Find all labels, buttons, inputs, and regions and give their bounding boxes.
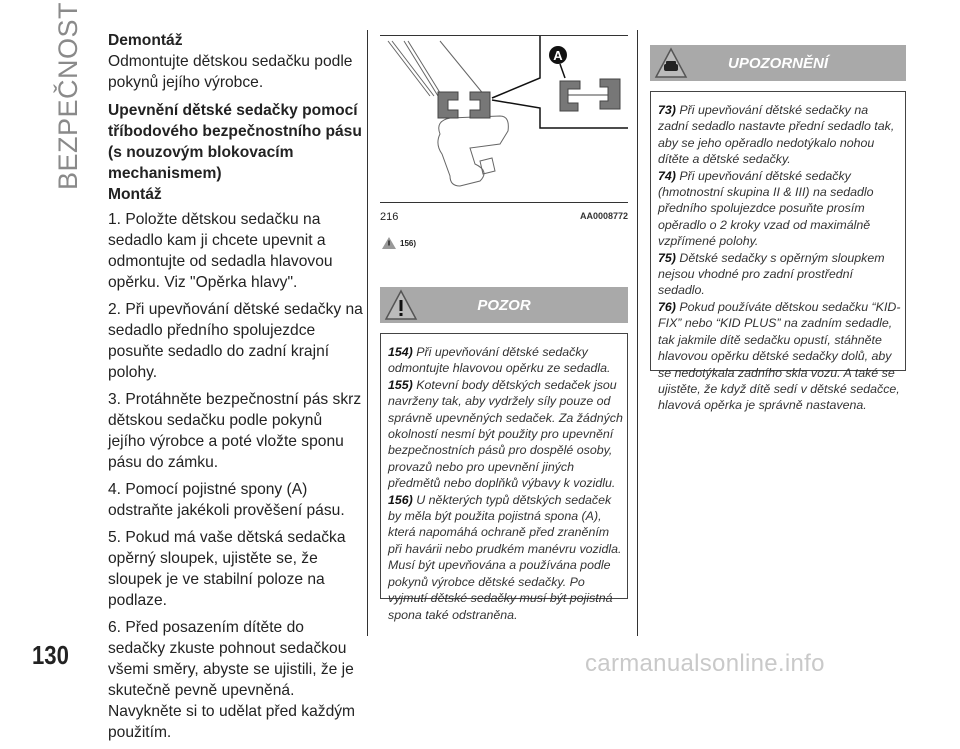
note: 154) Při upevňování dětské sedačky odmontujte hlavovou opěrku ze sedadla. (388, 345, 611, 376)
heading-montaz: Montáž (108, 186, 162, 203)
column-divider (367, 30, 368, 636)
note: 76) Pokud používáte dětskou sedačku “KID-FIX” nebo “KID PLUS” na zadním sedadle, tak jakmile dítě sedačku opustí, stáhněte hlavovou opěrku dětské sedačky dolů, aby se nedotýkala zadního skla vozu. A také se ujistěte, že když dítě sedí v dětské sedačce, hlavová opěrka je správně nastavena. (658, 299, 901, 413)
note: 75) Dětské sedačky s opěrným sloupkem nejsou vhodné pro zadní prostřední sedadlo. (658, 250, 885, 298)
left-column (108, 30, 363, 749)
column-divider (637, 30, 638, 636)
car-caution-icon (654, 47, 688, 79)
note: 74) Při upevňování dětské sedačky (hmotnostní skupina II & III) na sedadlo předního spolujezdce posuňte prosím opěradlo o 2 kroky vzad od maximálně vzpřímené polohy. (658, 168, 874, 249)
note: 155) Kotevní body dětských sedaček jsou navrženy tak, aby vydržely síly pouze od správně upevněných sedaček. Za žádných okolností nesmí být použity pro upevnění bezpečnostních pásů pro dospělé osoby, provazů nebo pro upevnění jiných předmětů nebo doplňků výbavy k vozidlu. (388, 377, 623, 491)
paragraph: Odmontujte dětskou sedačku podle pokynů jejího výrobce. (108, 53, 353, 91)
figure-code: AA0008772 (579, 211, 628, 221)
warning-triangle-icon (382, 237, 396, 249)
step: 5. Pokud má vaše dětská sedačka opěrný sloupek, ujistěte se, že sloupek je ve stabilní poloze na podlaze. (108, 529, 346, 609)
heading-demontaz: Demontáž (108, 32, 183, 49)
page-number: 130 (32, 640, 69, 670)
figure-seatbelt-clip (380, 35, 628, 203)
figure-caption (380, 211, 628, 223)
heading-upevneni: Upevnění dětské sedačky pomocí tříbodového bezpečnostního pásu (s nouzovým blokovacím mechanismem) (108, 102, 362, 182)
figure-number: 216 (380, 211, 399, 223)
note: 156) U některých typů dětských sedaček by měla být použita pojistná spona (A), která napomáhá ochraně před zraněním při havárii nebo prudkém manévru vozidla. Musí být upevňována a používána podle pokynů výrobce dětské sedačky. Po vyjmutí dětské sedačky musí být pojistná spona také odstraněna. (388, 492, 622, 622)
upozorneni-box (650, 91, 906, 413)
step: 1. Položte dětskou sedačku na sedadlo kam ji chcete upevnit a odmontujte od sedadla hlavovou opěrku. Viz "Opěrka hlavy". (108, 211, 333, 291)
section-label: BEZPEČNOST (53, 1, 83, 190)
callout-label: A (553, 48, 563, 63)
step: 6. Před posazením dítěte do sedačky zkuste pohnout sedačkou všemi směry, abyste se ujistili, že je skutečně pevně upevněná. Navykněte si to udělat před každým použitím. (108, 619, 356, 741)
step: 3. Protáhněte bezpečnostní pás skrz dětskou sedačku podle pokynů jejího výrobce a poté vložte sponu pásu do zámku. (108, 391, 362, 471)
warning-reference: 156) (382, 237, 416, 249)
pozor-box (380, 333, 628, 622)
watermark: carmanualsonline.info (585, 650, 825, 677)
seatbelt-clip-illustration (380, 36, 628, 202)
pozor-header: POZOR (380, 287, 628, 323)
warning-triangle-icon (384, 289, 418, 321)
step: 4. Pomocí pojistné spony (A) odstraňte jakékoli prověšení pásu. (108, 481, 345, 519)
note: 73) Při upevňování dětské sedačky na zadní sedadlo nastavte přední sedadlo tak, aby se jeho opěradlo nedotýkalo nohou dítěte a dětské sedačky. (658, 103, 895, 167)
upozorneni-header: UPOZORNĚNÍ (650, 45, 906, 81)
step: 2. Při upevňování dětské sedačky na sedadlo předního spolujezdce posuňte sedadlo do zadní krajní polohy. (108, 301, 363, 381)
